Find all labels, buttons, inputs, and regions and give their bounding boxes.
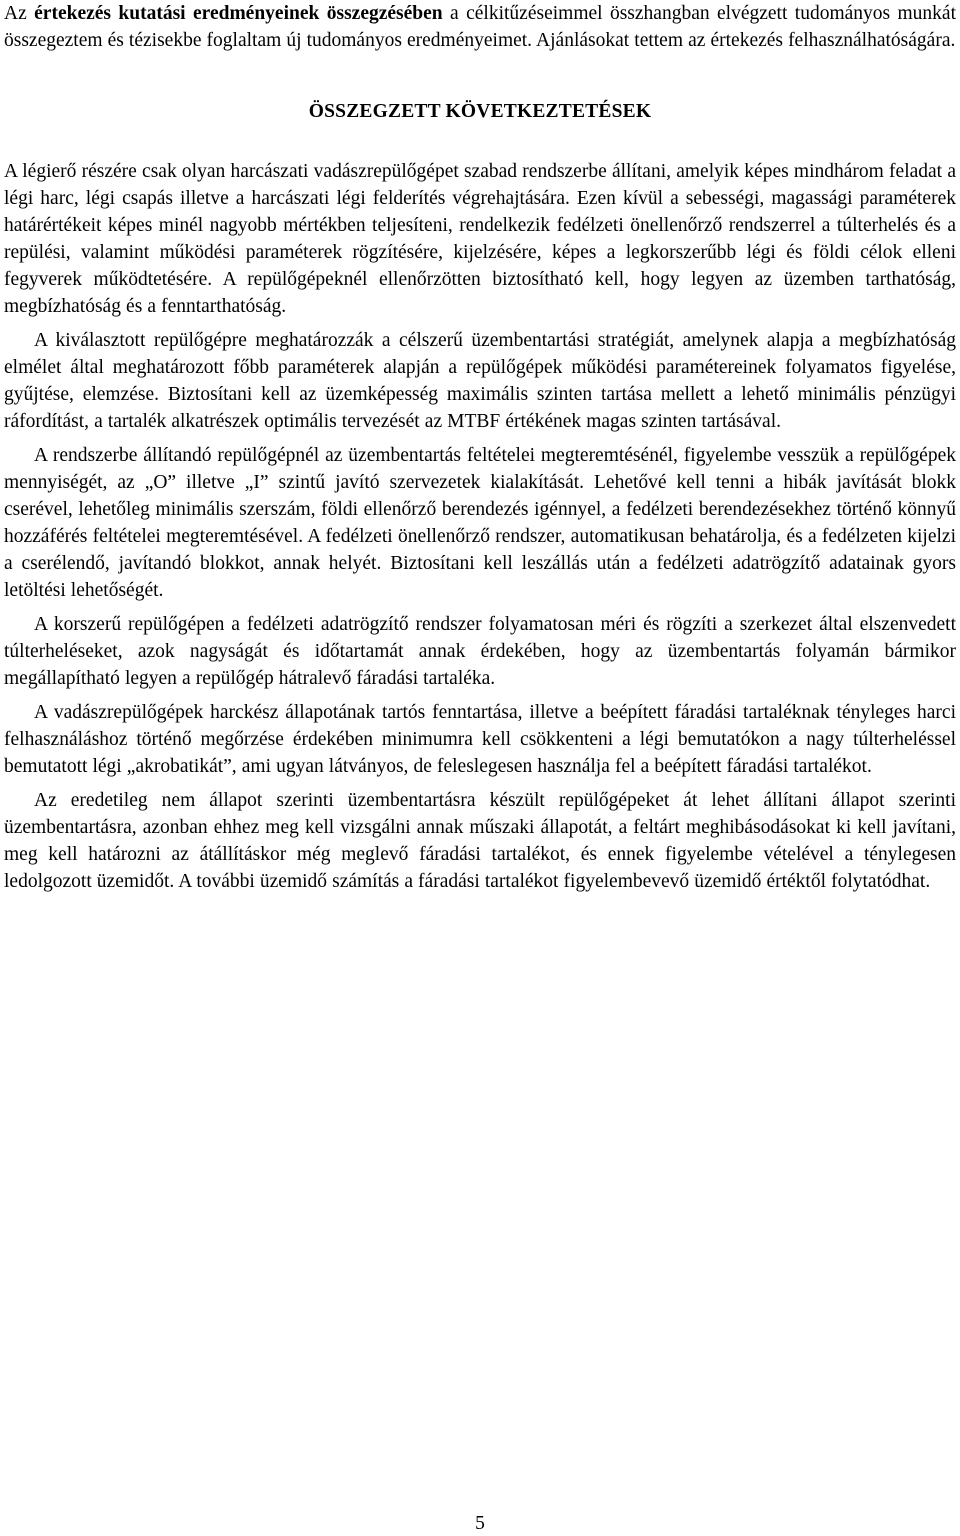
section-heading: ÖSSZEGZETT KÖVETKEZTETÉSEK [308, 101, 652, 122]
intro-text-start: Az [4, 3, 35, 24]
body-paragraph-4: A korszerű repülőgépen a fedélzeti adatrögzítő rendszer folyamatosan méri és rögzíti a szerkezet által elszenvedett túlterheléseket, azok nagyságát és időtartamát annak érdekében, hogy az üzembentartás folyamán bármikor megállapítható legyen a repülőgép hátralevő fáradási tartaléka. [4, 614, 956, 689]
intro-text-end: a célkitűzéseimmel összhangban elvégzett tudományos munkát összegeztem és tézisekbe foglaltam új tudományos eredményeimet. Ajánlásokat tettem az értekezés felhasználhatóságára. [4, 3, 956, 51]
intro-bold-phrase: értekezés kutatási eredményeinek összegzésében [34, 3, 443, 24]
body-paragraph-2: A kiválasztott repülőgépre meghatározzák a célszerű üzembentartási stratégiát, amelynek alapja a megbízhatóság elmélet által meghatározott főbb paraméterek alapján a repülőgépek működési paramétereinek folyamatos figyelése, gyűjtése, elemzése. Biztosítani kell az üzemképesség maximális szinten tartása mellett a lehető minimális pénzügyi ráfordítást, a tartalék alkatrészek optimális tervezését az MTBF értékének magas szinten tartásával. [4, 330, 956, 432]
body-paragraph-1: A légierő részére csak olyan harcászati vadászrepülőgépet szabad rendszerbe állítani, amelyik képes mindhárom feladat a légi harc, légi csapás illetve a harcászati légi felderítés végrehajtására. Ezen kívül a sebességi, magassági paraméterek határértékeit képes minél nagyobb mértékben teljesíteni, rendelkezik fedélzeti önellenőrző rendszerrel a túlterhelés és a repülési, valamint működési paraméterek rögzítésére, kijelzésére, képes a legkorszerűbb légi és földi célok elleni fegyverek működtetésére. A repülőgépeknél ellenőrzötten biztosítható kell, hogy legyen az üzemben tarthatóság, megbízhatóság és a fenntarthatóság. [4, 161, 956, 317]
document-page [4, 0, 956, 895]
body-paragraph-5: A vadászrepülőgépek harckész állapotának tartós fenntartása, illetve a beépített fáradási tartaléknak tényleges harci felhasználáshoz történő megőrzése érdekében minimumra kell csökkenteni a légi bemutatókon a nagy túlterheléssel bemutatott légi „akrobatikát”, ami ugyan látványos, de feleslegesen használja fel a beépített fáradási tartalékot. [4, 702, 956, 777]
body-paragraph-3: A rendszerbe állítandó repülőgépnél az üzembentartás feltételei megteremtésénél, figyelembe vesszük a repülőgépek mennyiségét, az „O” illetve „I” szintű javító szervezetek kialakítását. Lehetővé kell tenni a hibák javítását blokk cserével, lehetőleg minimális szerszám, földi ellenőrző berendezés igénnyel, a fedélzeti berendezésekhez történő könnyű hozzáférés feltételei megteremtésével. A fedélzeti önellenőrző rendszer, automatikusan behatárolja, és a fedélzeten kijelzi a cserélendő, javítandó blokkot, annak helyét. Biztosítani kell leszállás után a fedélzeti adatrögzítő adatainak gyors letöltési lehetőségét. [4, 445, 956, 601]
page-number: 5 [475, 1513, 485, 1534]
intro-paragraph [4, 0, 956, 54]
body-paragraph-6: Az eredetileg nem állapot szerinti üzembentartásra készült repülőgépeket át lehet állítani állapot szerinti üzembentartásra, azonban ehhez meg kell vizsgálni annak műszaki állapotát, a feltárt meghibásodásokat ki kell javítani, meg kell határozni az átállításkor még meglevő fáradási tartalékot, és ennek figyelembe vételével a ténylegesen ledolgozott üzemidőt. A további üzemidő számítás a fáradási tartalékot figyelembevevő üzemidő értéktől folytatódhat. [4, 790, 956, 892]
